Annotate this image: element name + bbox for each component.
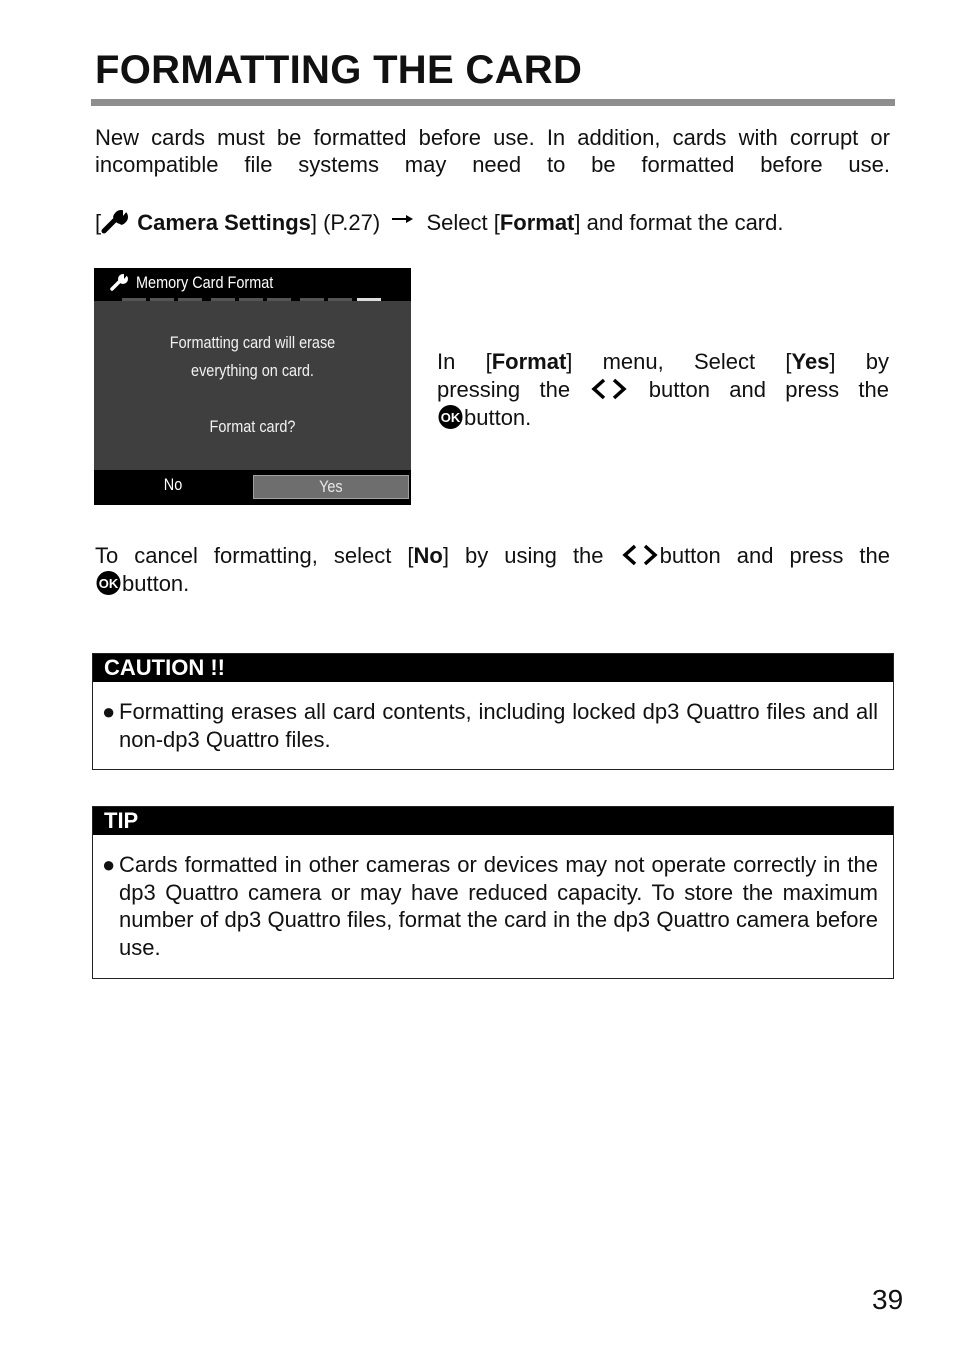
intro-text: New cards must be formatted before use. In addition, cards with corrupt or incompatible file systems may need to be formatted before use.: [95, 125, 890, 177]
tip-text: Cards formatted in other cameras or devices may not operate correctly in the dp3 Quattro camera or may have reduced capacity. To store the maximum number of dp3 Quattro files, format the card in the dp3 Quattro camera before use.: [119, 852, 878, 960]
text: pressing the: [437, 377, 571, 402]
cancel-line: [95, 570, 890, 598]
text: button.: [464, 405, 532, 430]
yes-label: Yes: [791, 349, 830, 374]
camera-settings-label: Camera Settings: [137, 210, 311, 235]
yes-option: [253, 475, 409, 499]
cancel-paragraph: [95, 542, 890, 598]
select-text-end: ] and format the card.: [574, 210, 784, 235]
text: button and press the: [648, 377, 890, 402]
text: button.: [122, 571, 190, 596]
right-arrow-icon: [386, 210, 420, 228]
bullet: ●: [102, 852, 116, 877]
text: ] menu, Select [: [566, 349, 792, 374]
tip-heading: TIP: [93, 807, 893, 835]
left-right-button-icon: [620, 543, 660, 567]
svg-text:OK: OK: [98, 576, 119, 591]
page-reference: ] (P.27): [310, 210, 381, 235]
caution-body: [93, 682, 893, 767]
instruction-paragraph: [437, 348, 889, 432]
page-number: 39: [872, 1284, 904, 1315]
camera-screen: [94, 268, 411, 505]
title-rule: [91, 99, 895, 106]
text: In [: [437, 349, 492, 374]
format-label: Format: [491, 349, 567, 374]
page-title: FORMATTING THE CARD: [95, 48, 583, 92]
ok-button-icon: [95, 571, 122, 595]
text: button and press the: [659, 543, 890, 568]
ok-button-icon: [437, 405, 464, 429]
instruction-line: [437, 376, 889, 404]
screen-title: Memory Card Format: [136, 273, 274, 292]
text: ] by using the: [442, 543, 604, 568]
screen-header: [94, 268, 411, 298]
tip-box: [92, 806, 894, 979]
text: ] by: [829, 349, 890, 374]
tip-body: [93, 835, 893, 975]
wrench-icon: [110, 273, 130, 291]
intro-paragraph: [95, 124, 890, 178]
format-label: Format: [499, 210, 575, 235]
yes-label: Yes: [319, 477, 343, 496]
cancel-line: [95, 542, 890, 570]
menu-path: [95, 208, 890, 236]
no-option: No: [163, 475, 183, 494]
caution-box: [92, 653, 894, 770]
instruction-line: [437, 404, 889, 432]
bullet: ●: [102, 699, 116, 724]
no-label: No: [413, 543, 443, 568]
screen-footer: [94, 470, 411, 505]
message-line: Formatting card will erase: [169, 333, 336, 352]
caution-text: Formatting erases all card contents, including locked dp3 Quattro files and all non-dp3 Quattro files.: [119, 699, 878, 752]
left-right-button-icon: [589, 377, 629, 401]
select-text: Select [: [426, 210, 500, 235]
wrench-icon: [101, 208, 131, 234]
format-question: Format card?: [209, 417, 296, 436]
caution-heading: CAUTION !!: [93, 654, 893, 682]
svg-text:OK: OK: [440, 410, 461, 425]
message-line: everything on card.: [191, 361, 314, 380]
bracket: [: [95, 210, 102, 235]
text: To cancel formatting, select [: [95, 543, 414, 568]
instruction-line: [437, 348, 889, 376]
screen-message: [94, 301, 411, 470]
